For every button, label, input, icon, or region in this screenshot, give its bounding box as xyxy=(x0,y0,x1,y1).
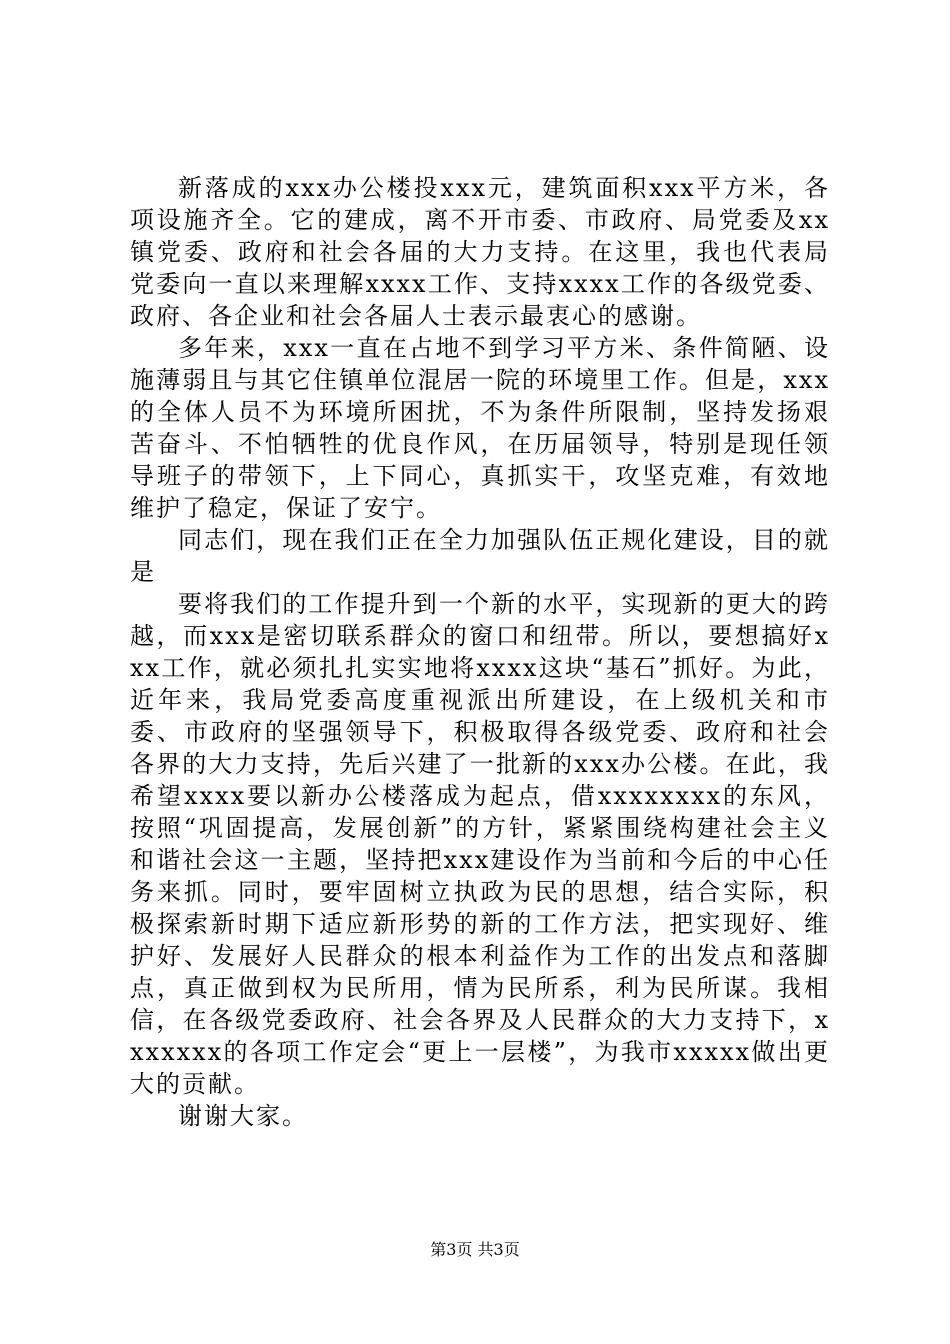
document-body xyxy=(130,172,830,1132)
paragraph-goals: 要将我们的工作提升到一个新的水平，实现新的更大的跨越，而xxx是密切联系群众的窗口和纽带。所以，要想搞好xxx工作，就必须扎扎实实地将xxxx这块“基石”抓好。为此，近年来，我局党委高度重视派出所建设，在上级机关和市委、市政府的坚强领导下，积极取得各级党委、政府和社会各界的大力支持，先后兴建了一批新的xxx办公楼。在此，我希望xxxx要以新办公楼落成为起点，借xxxxxxxx的东风，按照“巩固提高，发展创新”的方针，紧紧围绕构建社会主义和谐社会这一主题，坚持把xxx建设作为当前和今后的中心任务来抓。同时，要牢固树立执政为民的思想，结合实际，积极探索新时期下适应新形势的新的工作方法，把实现好、维护好、发展好人民群众的根本利益作为工作的出发点和落脚点，真正做到权为民所用，情为民所系，利为民所谋。我相信，在各级党委政府、社会各界及人民群众的大力支持下，xxxxxxx的各项工作定会“更上一层楼”，为我市xxxxx做出更大的贡献。 xyxy=(130,590,830,1098)
page-footer: 第3页 共3页 xyxy=(430,1240,520,1259)
paragraph-comrades: 同志们，现在我们正在全力加强队伍正规化建设，目的就是 xyxy=(130,526,830,586)
paragraph-thanks: 谢谢大家。 xyxy=(178,1102,308,1130)
paragraph-history: 多年来，xxx一直在占地不到学习平方米、条件简陋、设施薄弱且与其它住镇单位混居一院的环境里工作。但是，xxx的全体人员不为环境所困扰，不为条件所限制，坚持发扬艰苦奋斗、不怕牺牲的优良作风，在历届领导，特别是现任领导班子的带领下，上下同心，真抓实干，攻坚克难，有效地维护了稳定，保证了安宁。 xyxy=(130,334,830,522)
paragraph-opening: 新落成的xxx办公楼投xxx元，建筑面积xxx平方米，各项设施齐全。它的建成，离不开市委、市政府、局党委及xx镇党委、政府和社会各届的大力支持。在这里，我也代表局党委向一直以来理解xxxx工作、支持xxxx工作的各级党委、政府、各企业和社会各届人士表示最衷心的感谢。 xyxy=(130,174,830,330)
